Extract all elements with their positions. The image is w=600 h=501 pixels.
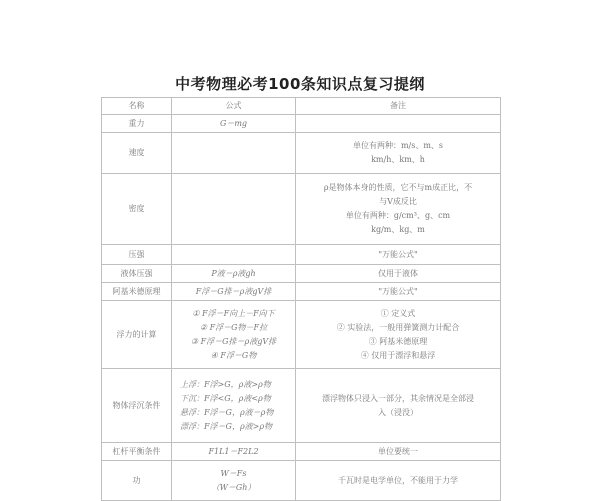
table-header-row: [102, 98, 501, 115]
table-row: [102, 174, 501, 245]
row-name: 压强: [102, 245, 172, 265]
header-note: 备注: [296, 98, 501, 115]
row-name: 浮力的计算: [102, 301, 172, 369]
row-name: 速度: [102, 133, 172, 174]
row-note: 单位要统一: [296, 443, 501, 461]
row-note: 千瓦时是电学单位，不能用于力学: [296, 461, 501, 501]
row-formula: P液＝ρ液gh: [172, 265, 296, 283]
row-formula: G＝mg: [172, 115, 296, 133]
row-name: 重力: [102, 115, 172, 133]
table-row: [102, 245, 501, 265]
row-formula: F1L1＝F2L2: [172, 443, 296, 461]
row-formula: [172, 174, 296, 245]
row-name: 阿基米德原理: [102, 283, 172, 301]
row-note: ① 定义式 ② 实验法，一般用弹簧测力计配合 ③ 阿基米德原理 ④ 仅用于漂浮和悬浮: [296, 301, 501, 369]
row-note: ρ是物体本身的性质，它不与m成正比，不 与V成反比 单位有两种：g/cm³、g、cm kg/m、kg、m: [296, 174, 501, 245]
row-formula: ① F浮＝F向上－F向下 ② F浮＝G物－F拉 ③ F浮＝G排＝ρ液gV排 ④ F浮＝G物: [172, 301, 296, 369]
knowledge-table: [101, 97, 501, 501]
row-note: [296, 115, 501, 133]
row-note: 单位有两种：m/s、m、s km/h、km、h: [296, 133, 501, 174]
table-row: [102, 369, 501, 443]
row-formula: [172, 133, 296, 174]
table-row: [102, 461, 501, 501]
row-formula: F浮＝G排＝ρ液gV排: [172, 283, 296, 301]
table-row: [102, 115, 501, 133]
row-name: 物体浮沉条件: [102, 369, 172, 443]
table-row: [102, 133, 501, 174]
page-title: 中考物理必考100条知识点复习提纲: [175, 75, 425, 93]
row-note: "万能公式": [296, 245, 501, 265]
row-name: 液体压强: [102, 265, 172, 283]
table-row: [102, 265, 501, 283]
table-row: [102, 301, 501, 369]
header-name: 名称: [102, 98, 172, 115]
row-name: 杠杆平衡条件: [102, 443, 172, 461]
row-formula: [172, 245, 296, 265]
table-row: [102, 443, 501, 461]
row-formula: W＝Fs （W＝Gh）: [172, 461, 296, 501]
row-note: 漂浮物体只浸入一部分，其余情况是全部浸 入（浸没）: [296, 369, 501, 443]
row-formula: 上浮：F浮>G，ρ液>ρ物 下沉：F浮<G，ρ液<ρ物 悬浮：F浮＝G，ρ液＝ρ物 漂浮：F浮＝G，ρ液>ρ物: [172, 369, 296, 443]
table-row: [102, 283, 501, 301]
row-note: 仅用于液体: [296, 265, 501, 283]
header-formula: 公式: [172, 98, 296, 115]
row-name: 密度: [102, 174, 172, 245]
row-name: 功: [102, 461, 172, 501]
row-note: "万能公式": [296, 283, 501, 301]
